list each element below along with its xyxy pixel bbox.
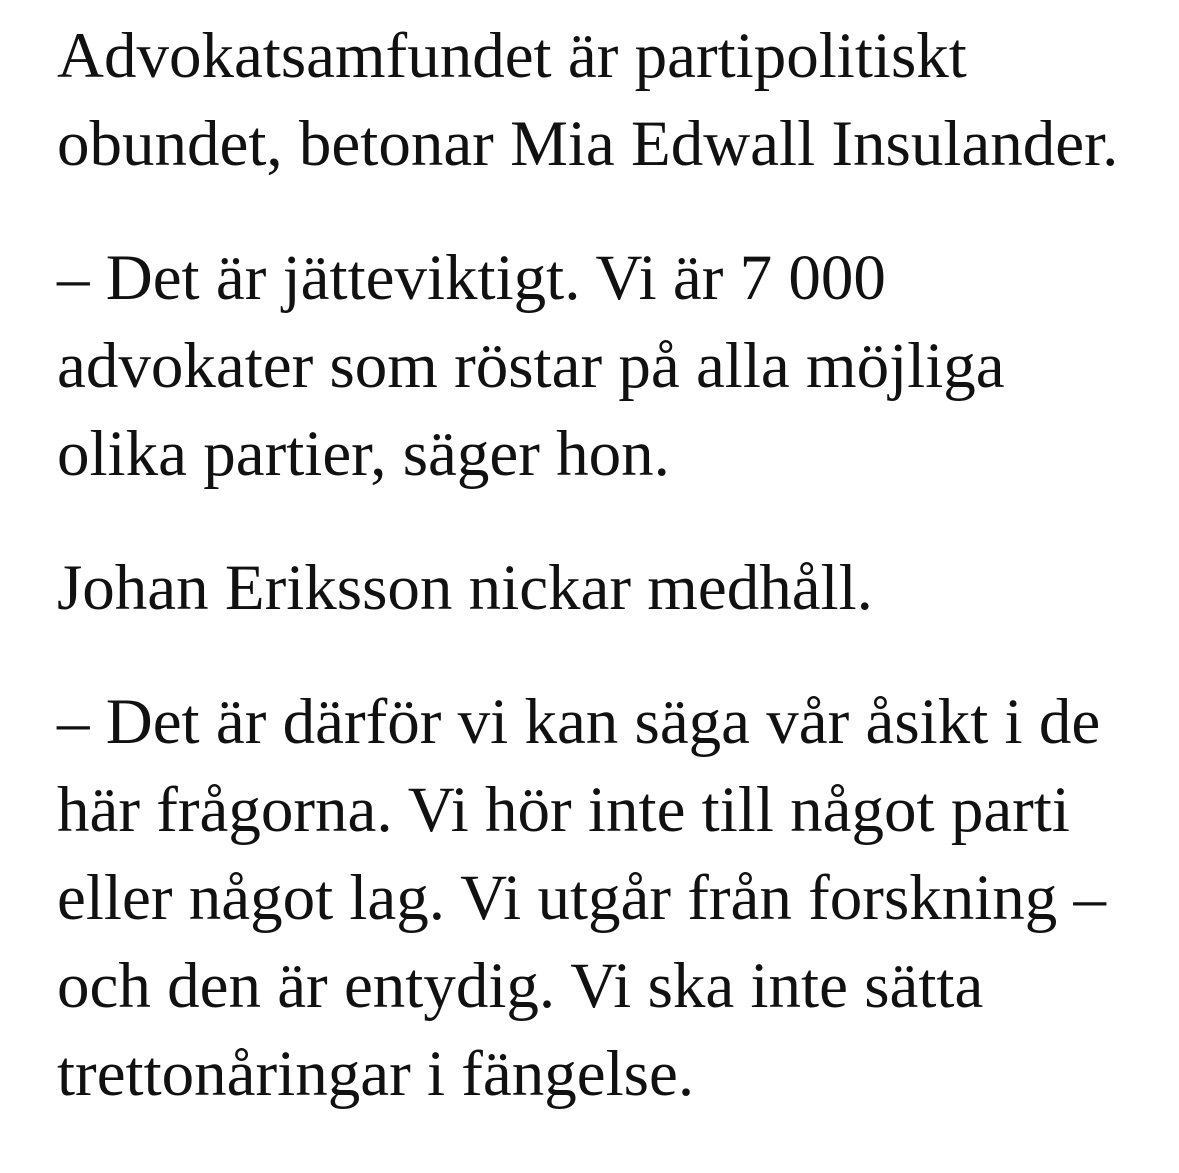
text-line: Advokatsamfundet är partipolitiskt xyxy=(57,20,967,92)
paragraph xyxy=(57,678,1139,1118)
text-line: trettonåringar i fängelse. xyxy=(57,1038,695,1110)
text-line: och den är entydig. Vi ska inte sätta xyxy=(57,950,984,1022)
text-line: advokater som röstar på alla möjliga xyxy=(57,330,1005,402)
paragraph xyxy=(57,234,1139,498)
text-line: eller något lag. Vi utgår från forskning – xyxy=(57,862,1107,934)
text-line: här frågorna. Vi hör inte till något parti xyxy=(57,774,1070,846)
paragraph xyxy=(57,12,1139,188)
text-line: – Det är därför vi kan säga vår åsikt i de xyxy=(57,686,1101,758)
text-line: obundet, betonar Mia Edwall Insulander. xyxy=(57,108,1119,180)
text-line: olika partier, säger hon. xyxy=(57,418,670,490)
paragraph xyxy=(57,544,1139,632)
text-line: – Det är jätteviktigt. Vi är 7 000 xyxy=(57,242,886,314)
text-line: Johan Eriksson nickar medhåll. xyxy=(57,552,873,624)
